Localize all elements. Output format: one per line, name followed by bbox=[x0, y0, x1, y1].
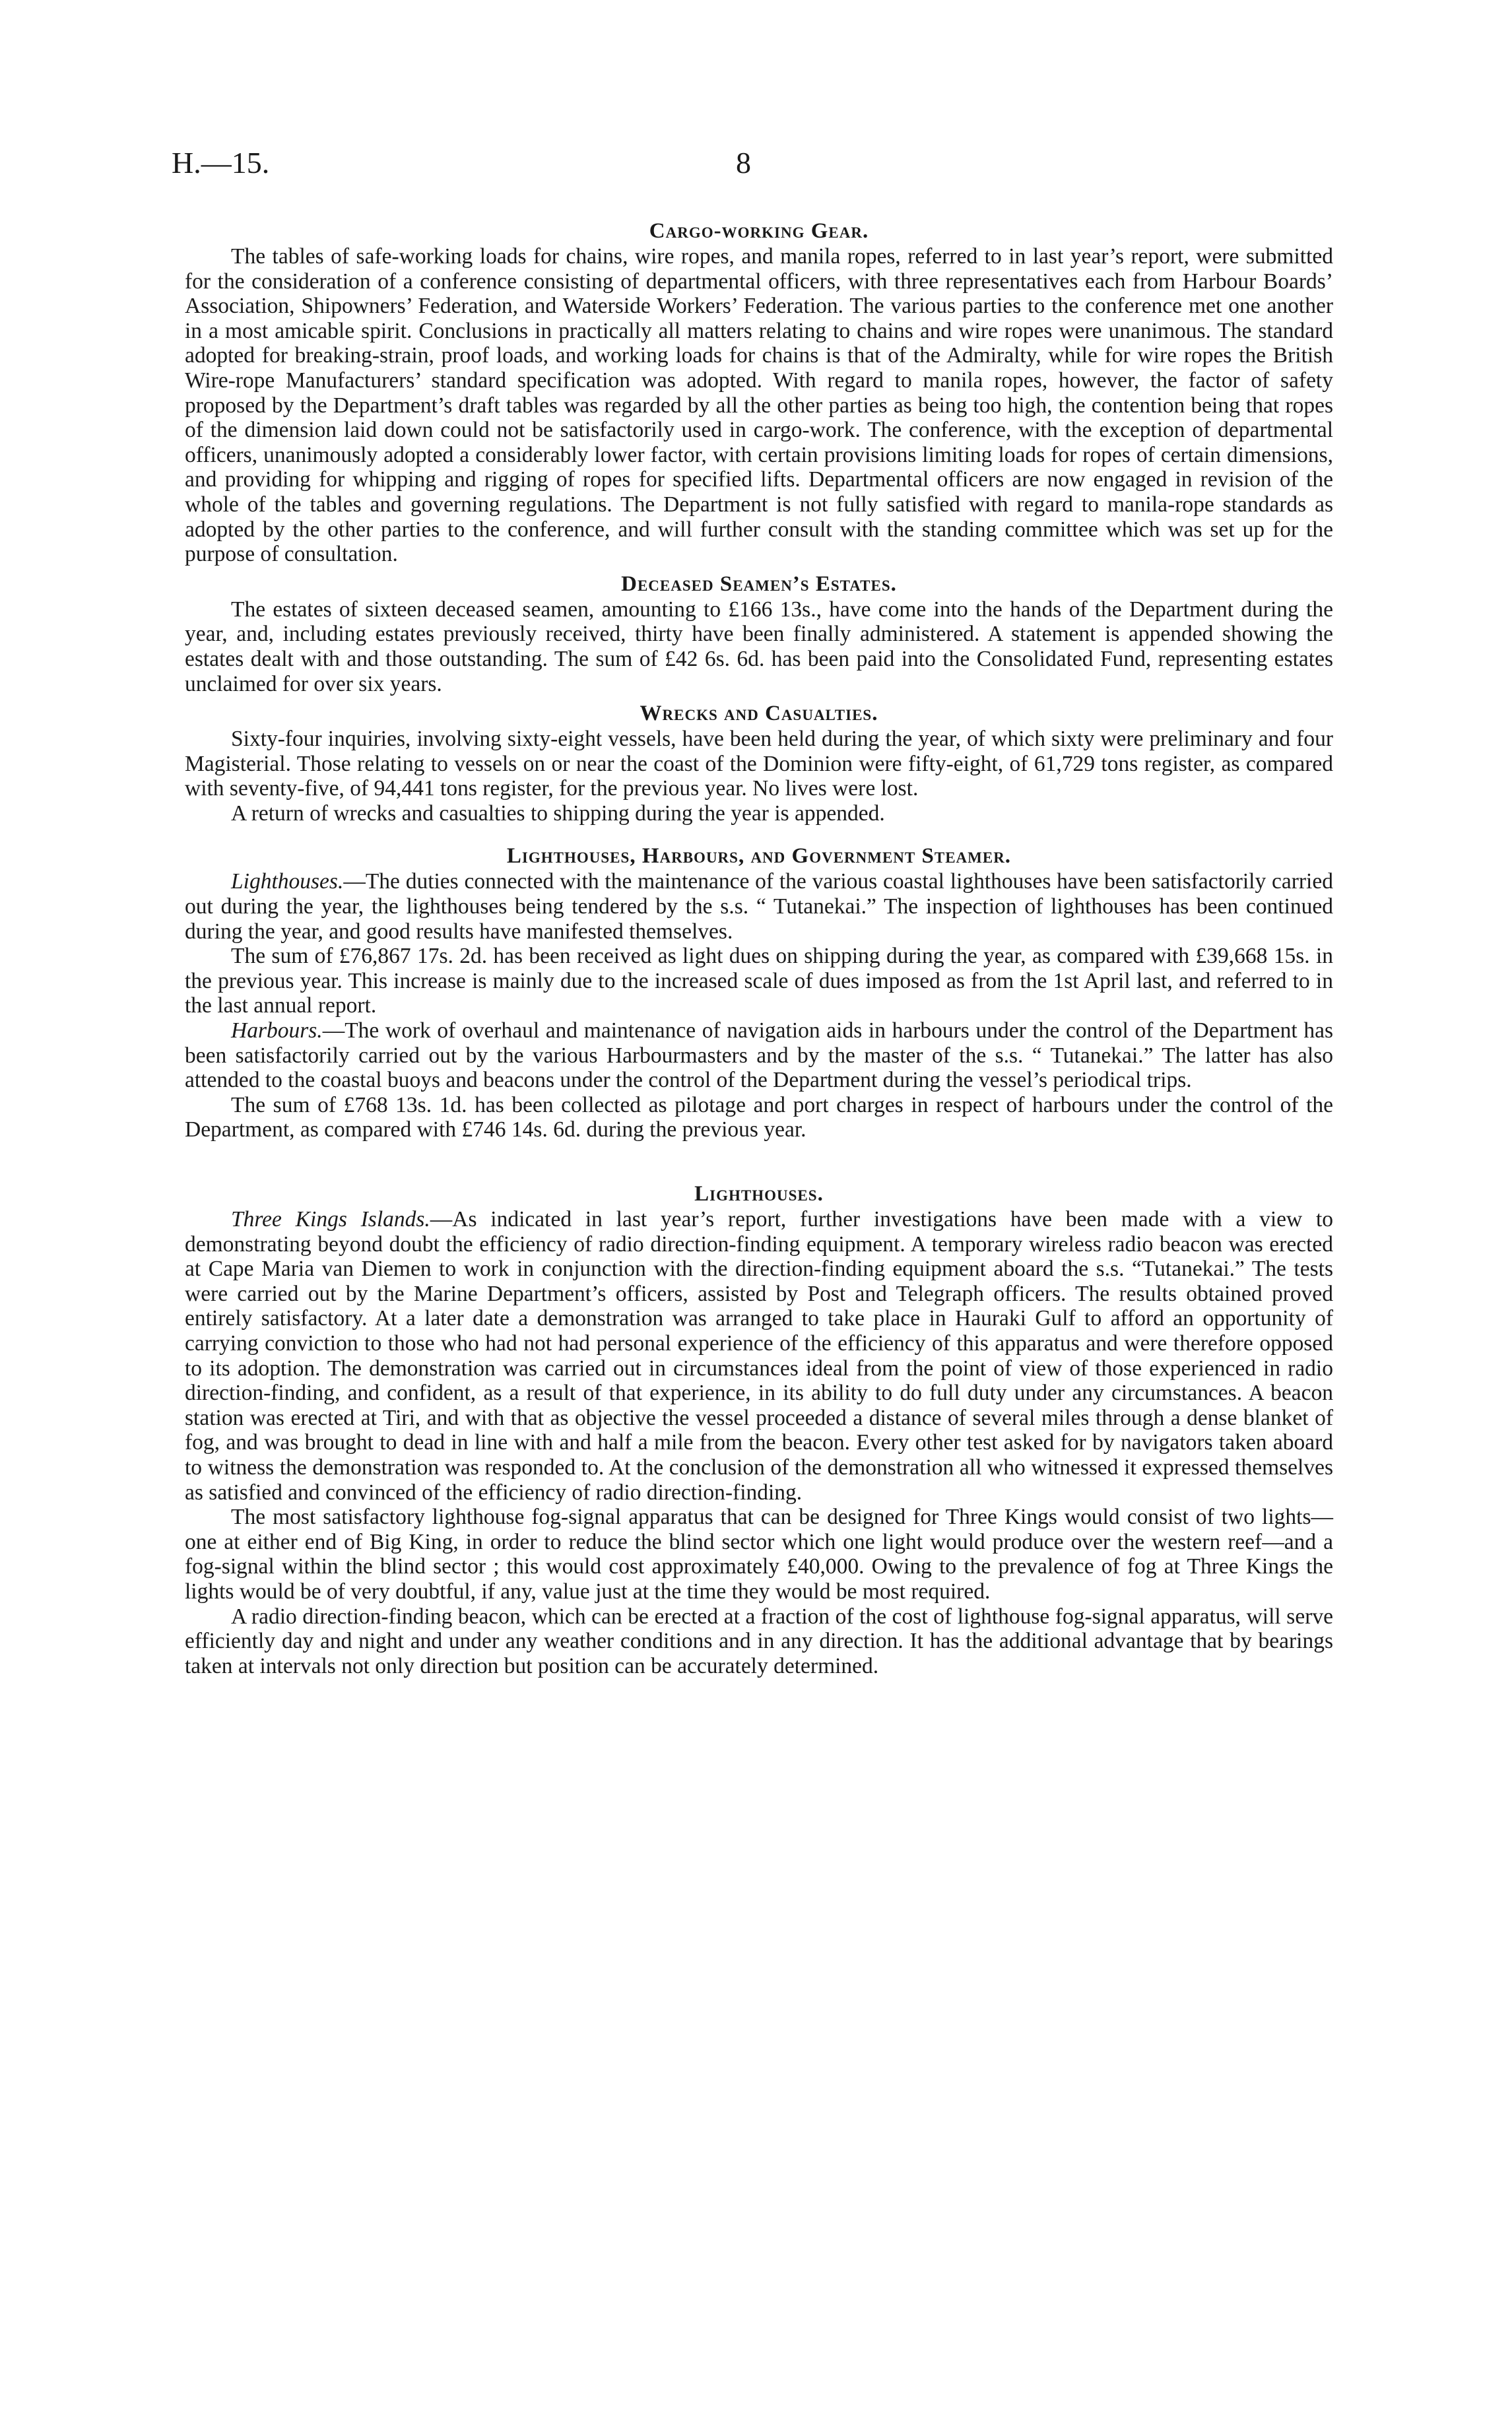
paragraph-lighthouses-2: The most satisfactory lighthouse fog-signal apparatus that can be designed for Three Kings would consist of two lights—one at either end of Big King, in order to reduce the blind sector which one light would produce over the western reef—and a fog-signal within the blind sector ; this would cost approximately £40,000. Owing to the prevalence of fog at Three Kings the lights would be of very doubtful, if any, value just at the time they would be most required. bbox=[185, 1505, 1333, 1604]
run-in-heading-harbours: Harbours. bbox=[231, 1018, 323, 1043]
section-heading-lighthouses-harbours-government-steamer: Lighthouses, Harbours, and Government Steamer. bbox=[506, 844, 1012, 869]
paragraph-lighthouses-1 bbox=[185, 1207, 1333, 1505]
page-body bbox=[185, 218, 1333, 1678]
page-number: 8 bbox=[736, 146, 751, 180]
section-heading-lighthouses: Lighthouses. bbox=[694, 1182, 824, 1206]
paragraph-cargo-1: The tables of safe-working loads for chains, wire ropes, and manila ropes, referred to in last year’s report, were submitted for the consideration of a conference consisting of departmental officers, with three representatives each from Harbour Boards’ Association, Shipowners’ Federation, and Waterside Workers’ Federation. The various parties to the conference met one another in a most amicable spirit. Conclusions in practically all matters relating to chains and wire ropes were unanimous. The standard adopted for breaking-strain, proof loads, and working loads for chains is that of the Admiralty, while for wire ropes the British Wire-rope Manufacturers’ standard specification was adopted. With regard to manila ropes, however, the factor of safety proposed by the Department’s draft tables was regarded by all the other parties as being too high, the contention being that ropes of the dimension laid down could not be satisfactorily used in cargo-work. The conference, with the exception of departmental officers, unanimously adopted a considerably lower factor, with certain provisions limiting loads for ropes of certain dimensions, and providing for whipping and rigging of ropes for specified lifts. Departmental officers are now engaged in revision of the whole of the tables and governing regulations. The Department is not fully satisfied with regard to manila-rope standards as adopted by the other parties to the conference, and will further consult with the standing committee which was set up for the purpose of consultation. bbox=[185, 244, 1333, 567]
paragraph-text: —As indicated in last year’s report, further investigations have been made with a view to demonstrating beyond doubt the efficiency of radio direction-finding equipment. A temporary wireless radio beacon was erected at Cape Maria van Diemen to work in conjunction with the direction-finding equipment aboard the s.s. “Tutanekai.” The tests were carried out by the Marine Department’s officers, assisted by Post and Telegraph officers. The results obtained proved entirely satisfactory. At a later date a demonstration was arranged to take place in Hauraki Gulf to afford an opportunity of carrying conviction to those who had not had personal experience of the efficiency of this apparatus and were therefore opposed to its adoption. The demonstration was carried out in circumstances ideal from the point of view of those experienced in radio direction-finding, and confident, as a result of that experience, in its ability to do full duty under any circumstances. A beacon station was erected at Tiri, and with that as objective the vessel proceeded a distance of several miles through a dense blanket of fog, and was brought to dead in line with and half a mile from the beacon. Every other test asked for by navigators taken aboard to witness the demonstration was responded to. At the conclusion of the demonstration all who witnessed it expressed themselves as satisfied and convinced of the efficiency of radio direction-finding. bbox=[185, 1207, 1334, 1505]
document-reference: H.—15. bbox=[172, 146, 270, 180]
section-heading-cargo-working-gear: Cargo-working Gear. bbox=[649, 219, 869, 243]
run-in-heading-three-kings-islands: Three Kings Islands. bbox=[231, 1207, 430, 1232]
paragraph-wrecks-1: Sixty-four inquiries, involving sixty-eight vessels, have been held during the year, of which sixty were preliminary and four Magisterial. Those relating to vessels on or near the coast of the Dominion were fifty-eight, of 61,729 tons register, as compared with seventy-five, of 94,441 tons register, for the previous year. No lives were lost. bbox=[185, 727, 1333, 801]
paragraph-lighthouses-harbours-2: The sum of £76,867 17s. 2d. has been received as light dues on shipping during the year, as compared with £39,668 15s. in the previous year. This increase is mainly due to the increased scale of dues imposed as from the 1st April last, and referred to in the last annual report. bbox=[185, 944, 1333, 1018]
document-page bbox=[172, 0, 1334, 2432]
paragraph-estates-1: The estates of sixteen deceased seamen, amounting to £166 13s., have come into the hands of the Department during the year, and, including estates previously received, thirty have been finally administered. A statement is appended showing the estates dealt with and those outstanding. The sum of £42 6s. 6d. has been paid into the Consolidated Fund, representing estates unclaimed for over six years. bbox=[185, 597, 1333, 696]
paragraph-text: —The work of overhaul and maintenance of navigation aids in harbours under the control of the Department has been satisfactorily carried out by the various Harbourmasters and by the master of the s.s. “ Tutanekai.” The latter has also attended to the coastal buoys and beacons under the control of the Department during the vessel’s periodical trips. bbox=[185, 1018, 1333, 1093]
page-header bbox=[172, 145, 1333, 191]
paragraph-wrecks-2: A return of wrecks and casualties to shipping during the year is appended. bbox=[231, 801, 885, 826]
section-heading-deceased-seamens-estates: Deceased Seamen’s Estates. bbox=[621, 572, 897, 596]
paragraph-lighthouses-harbours-4: The sum of £768 13s. 1d. has been collected as pilotage and port charges in respect of harbours under the control of the Department, as compared with £746 14s. 6d. during the previous year. bbox=[185, 1092, 1333, 1142]
run-in-heading-lighthouses: Lighthouses. bbox=[231, 869, 344, 894]
section-heading-wrecks-and-casualties: Wrecks and Casualties. bbox=[640, 702, 878, 726]
paragraph-lighthouses-3: A radio direction-finding beacon, which can be erected at a fraction of the cost of lighthouse fog-signal apparatus, will serve efficiently day and night and under any weather conditions and in any direction. It has the additional advantage that by bearings taken at intervals not only direction but position can be accurately determined. bbox=[185, 1604, 1333, 1678]
paragraph-lighthouses-harbours-1 bbox=[185, 869, 1333, 944]
paragraph-lighthouses-harbours-3 bbox=[185, 1018, 1333, 1093]
paragraph-text: —The duties connected with the maintenance of the various coastal lighthouses have been satisfactorily carried out during the year, the lighthouses being tendered by the s.s. “ Tutanekai.” The inspection of lighthouses has been continued during the year, and good results have manifested themselves. bbox=[185, 869, 1333, 944]
